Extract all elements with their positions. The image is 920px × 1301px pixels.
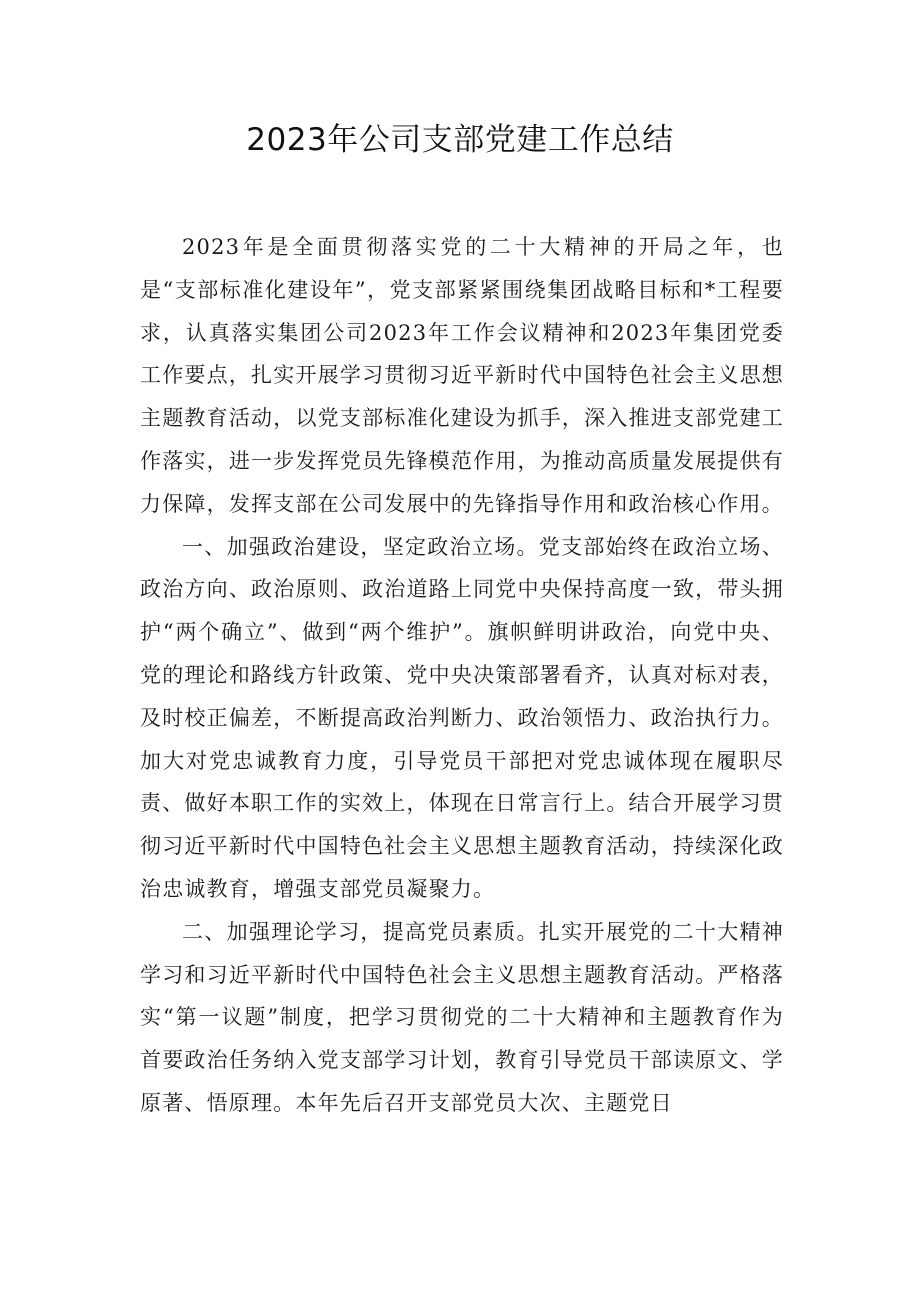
paragraph-theory-study: 二、加强理论学习，提高党员素质。扎实开展党的二十大精神学习和习近平新时代中国特色社会主义思想主题教育活动。严格落实“第一议题”制度，把学习贯彻党的二十大精神和主题教育作为首要政治任务纳入党支部学习计划，教育引导党员干部读原文、学原著、悟原理。本年先后召开支部党员大次、主题党日 [140,919,784,1115]
paragraph-political-building: 一、加强政治建设，坚定政治立场。党支部始终在政治立场、政治方向、政治原则、政治道路上同党中央保持高度一致，带头拥护“两个确立”、做到“两个维护”。旗帜鲜明讲政治，向党中央、党的理论和路线方针政策、党中央决策部署看齐，认真对标对表，及时校正偏差，不断提高政治判断力、政治领悟力、政治执行力。加大对党忠诚教育力度，引导党员干部把对党忠诚体现在履职尽责、做好本职工作的实效上，体现在日常言行上。结合开展学习贯彻习近平新时代中国特色社会主义思想主题教育活动，持续深化政治忠诚教育，增强支部党员凝聚力。 [140,534,784,901]
paragraph-intro: 2023年是全面贯彻落实党的二十大精神的开局之年，也是“支部标准化建设年”，党支部紧紧围绕集团战略目标和*工程要求，认真落实集团公司2023年工作会议精神和2023年集团党委工作要点，扎实开展学习贯彻习近平新时代中国特色社会主义思想主题教育活动，以党支部标准化建设为抓手，深入推进支部党建工作落实，进一步发挥党员先锋模范作用，为推动高质量发展提供有力保障，发挥支部在公司发展中的先锋指导作用和政治核心作用。 [140,235,784,516]
document-title: 2023年公司支部党建工作总结 [246,122,674,158]
document-body [140,226,784,1125]
